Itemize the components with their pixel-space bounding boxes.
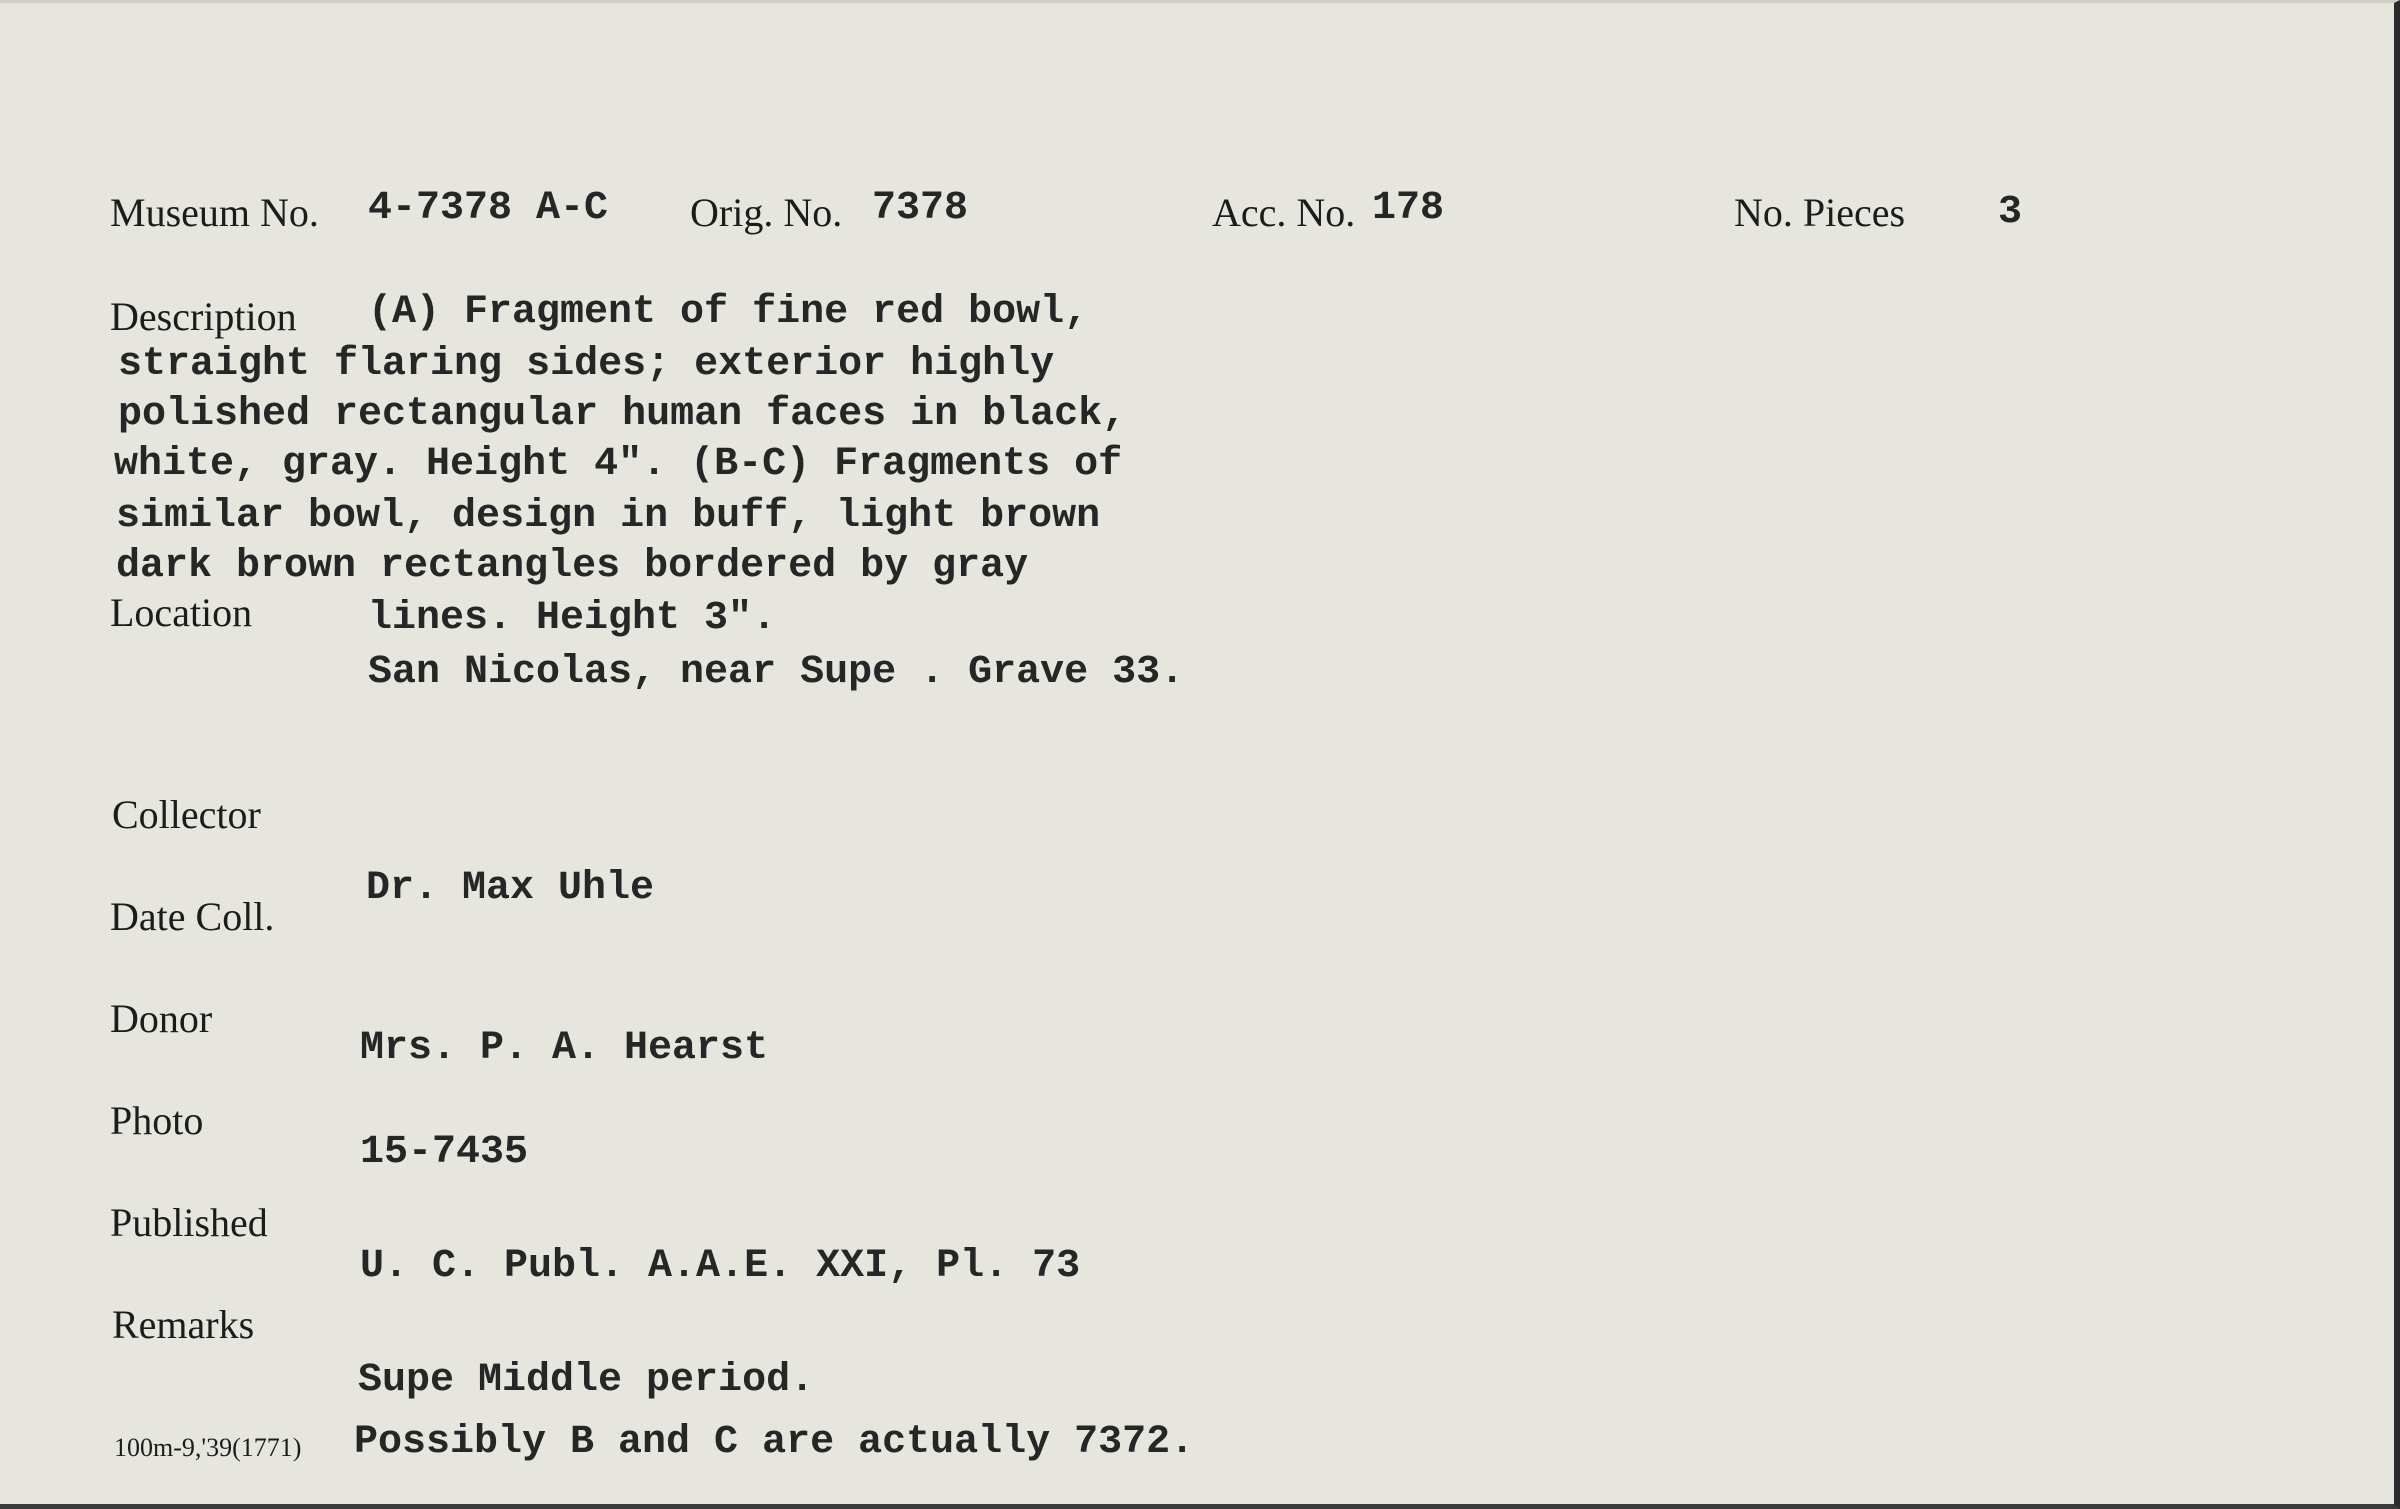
acc-no-value: 178 — [1372, 186, 1445, 231]
no-pieces-value: 3 — [1998, 190, 2023, 235]
description-line: lines. Height 3". — [368, 596, 777, 641]
donor-value: Mrs. P. A. Hearst — [360, 1026, 769, 1071]
description-line: (A) Fragment of fine red bowl, — [368, 290, 1089, 335]
donor-label: Donor — [110, 996, 213, 1041]
no-pieces-label: No. Pieces — [1734, 190, 1906, 235]
description-line: dark brown rectangles bordered by gray — [116, 544, 1029, 589]
form-code: 100m-9,'39(1771) — [114, 1433, 302, 1462]
orig-no-label: Orig. No. — [690, 190, 843, 235]
published-value: U. C. Publ. A.A.E. XXI, Pl. 73 — [360, 1244, 1081, 1289]
remarks-line: Supe Middle period. — [358, 1358, 815, 1403]
location-label: Location — [110, 590, 253, 635]
description-line: polished rectangular human faces in black, — [118, 392, 1127, 437]
remarks-line: Possibly B and C are actually 7372. — [354, 1420, 1195, 1465]
description-line: straight flaring sides; exterior highly — [118, 342, 1055, 387]
acc-no-label: Acc. No. — [1212, 190, 1356, 235]
collector-label: Collector — [112, 792, 261, 837]
description-label: Description — [110, 294, 297, 339]
description-line: white, gray. Height 4". (B-C) Fragments of — [114, 442, 1123, 487]
orig-no-value: 7378 — [872, 186, 969, 231]
photo-value: 15-7435 — [360, 1130, 529, 1175]
location-value: San Nicolas, near Supe . Grave 33. — [368, 650, 1185, 695]
photo-label: Photo — [110, 1098, 204, 1143]
remarks-label: Remarks — [112, 1302, 255, 1347]
published-label: Published — [110, 1200, 268, 1245]
description-line: similar bowl, design in buff, light brown — [116, 494, 1101, 539]
museum-no-label: Museum No. — [110, 190, 319, 235]
date-coll-label: Date Coll. — [110, 894, 275, 939]
collector-value: Dr. Max Uhle — [366, 866, 655, 911]
museum-no-value: 4-7378 A-C — [368, 186, 609, 231]
